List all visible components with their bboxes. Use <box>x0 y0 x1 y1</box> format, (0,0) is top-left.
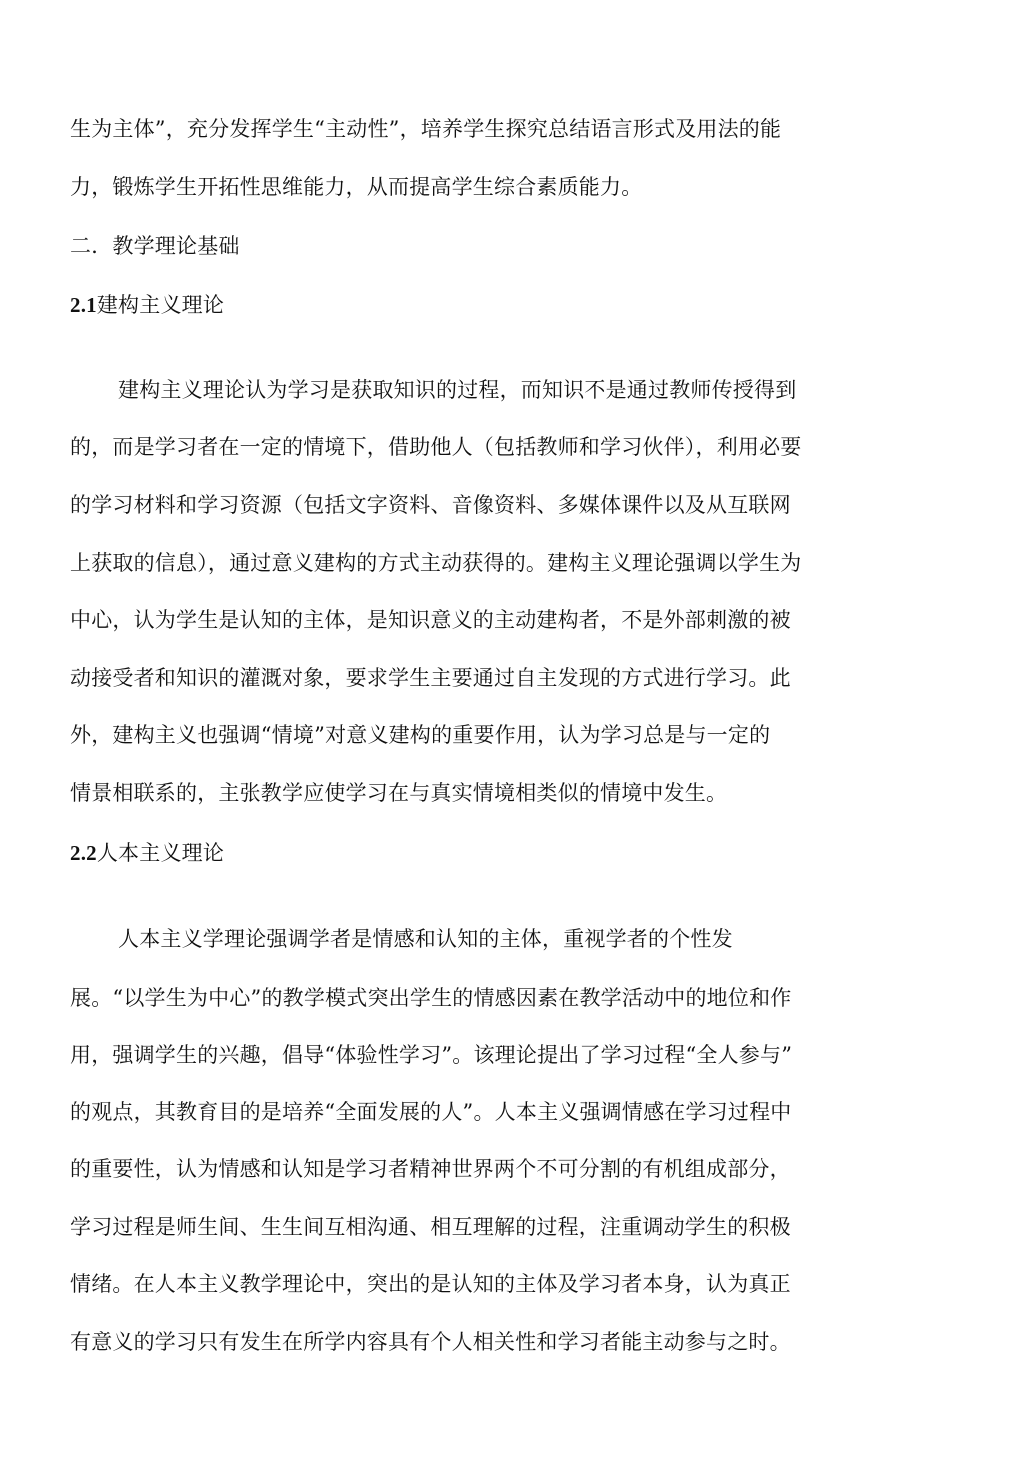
paragraph-line: 情绪。在人本主义教学理论中，突出的是认知的主体及学习者本身，认为真正 <box>70 1272 791 1296</box>
paragraph-line: 外，建构主义也强调“情境”对意义建构的重要作用，认为学习总是与一定的 <box>70 723 771 747</box>
paragraph-line: 有意义的学习只有发生在所学内容具有个人相关性和学习者能主动参与之时。 <box>70 1330 791 1354</box>
subsection-title: 人本主义理论 <box>96 841 225 865</box>
subsection-number: 2.2 <box>70 841 97 865</box>
paragraph-line: 人本主义学理论强调学者是情感和认知的主体，重视学者的个性发 <box>118 927 733 951</box>
intro-line-1: 生为主体”，充分发挥学生“主动性”，培养学生探究总结语言形式及用法的能 <box>70 117 782 141</box>
section-heading: 二．教学理论基础 <box>70 234 240 258</box>
paragraph-line: 上获取的信息），通过意义建构的方式主动获得的。建构主义理论强调以学生为 <box>70 551 802 575</box>
paragraph-line: 中心，认为学生是认知的主体，是知识意义的主动建构者，不是外部刺激的被 <box>70 608 791 632</box>
subsection-heading-2-2 <box>70 838 950 868</box>
paragraph-line: 的，而是学习者在一定的情境下，借助他人（包括教师和学习伙伴），利用必要 <box>70 435 802 459</box>
paragraph-line: 动接受者和知识的灌溉对象，要求学生主要通过自主发现的方式进行学习。此 <box>70 666 791 690</box>
intro-line-2: 力，锻炼学生开拓性思维能力，从而提高学生综合素质能力。 <box>70 175 643 199</box>
subsection-heading-2-1 <box>70 290 950 320</box>
paragraph-line: 的重要性，认为情感和认知是学习者精神世界两个不可分割的有机组成部分， <box>70 1157 791 1181</box>
paragraph-line: 展。“以学生为中心”的教学模式突出学生的情感因素在教学活动中的地位和作 <box>70 986 792 1010</box>
paragraph-line: 用，强调学生的兴趣，倡导“体验性学习”。该理论提出了学习过程“全人参与” <box>70 1043 793 1067</box>
paragraph-line: 的观点，其教育目的是培养“全面发展的人”。人本主义强调情感在学习过程中 <box>70 1100 792 1124</box>
subsection-title: 建构主义理论 <box>96 293 225 317</box>
paragraph-line: 情景相联系的，主张教学应使学习在与真实情境相类似的情境中发生。 <box>70 781 728 805</box>
paragraph-line: 建构主义理论认为学习是获取知识的过程，而知识不是通过教师传授得到 <box>118 378 797 402</box>
paragraph-line: 学习过程是师生间、生生间互相沟通、相互理解的过程，注重调动学生的积极 <box>70 1215 791 1239</box>
subsection-number: 2.1 <box>70 293 97 317</box>
paragraph-line: 的学习材料和学习资源（包括文字资料、音像资料、多媒体课件以及从互联网 <box>70 493 791 517</box>
